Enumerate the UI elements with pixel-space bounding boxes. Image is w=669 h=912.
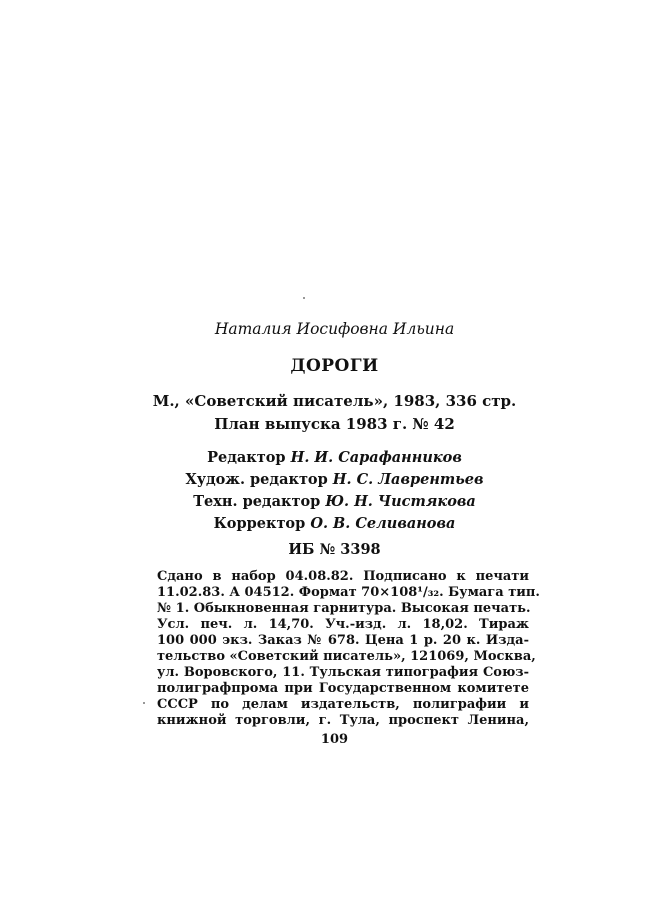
page-number: 109 (320, 732, 349, 747)
book-title: ДОРОГИ (290, 356, 379, 376)
imprint-line: полиграфпрома при Государственном комитете (157, 681, 529, 696)
imprint-line: 11.02.83. А 04512. Формат 70×108¹/₃₂. Бумага тип. (157, 585, 540, 600)
credit-person: О. В. Селиванова (310, 515, 456, 532)
imprint-line: ул. Воровского, 11. Тульская типография Союз- (157, 665, 529, 680)
imprint-line: книжной торговли, г. Тула, проспект Ленина, (157, 713, 529, 728)
speck-mark (303, 297, 305, 299)
imprint-line: Сдано в набор 04.08.82. Подписано к печати (157, 569, 529, 584)
release-plan: План выпуска 1983 г. № 42 (214, 415, 455, 433)
credit-role: Техн. редактор (193, 493, 321, 510)
imprint-block (157, 569, 540, 729)
imprint-line: 100 000 экз. Заказ № 678. Цена 1 р. 20 к. Изда- (157, 633, 529, 648)
credit-person: Ю. Н. Чистякова (325, 493, 476, 510)
credit-tech-editor (0, 493, 669, 510)
imprint-line: Усл. печ. л. 14,70. Уч.-изд. л. 18,02. Тираж (157, 617, 529, 632)
author-name: Наталия Иосифовна Ильина (214, 320, 455, 338)
credit-role: Корректор (213, 515, 306, 532)
ib-number: ИБ № 3398 (288, 541, 381, 558)
credit-editor (0, 449, 669, 466)
credit-role: Худож. редактор (185, 471, 328, 488)
speck-mark (143, 702, 145, 704)
credit-role: Редактор (207, 449, 286, 466)
credit-proofreader (0, 515, 669, 532)
publication-info: М., «Советский писатель», 1983, 336 стр. (152, 392, 517, 410)
credit-person: Н. И. Сарафанников (290, 449, 462, 466)
imprint-line: СССР по делам издательств, полиграфии и (157, 697, 529, 712)
credit-art-editor (0, 471, 669, 488)
imprint-line: тельство «Советский писатель», 121069, Москва, (157, 649, 536, 664)
imprint-line: № 1. Обыкновенная гарнитура. Высокая печать. (157, 601, 531, 616)
credit-person: Н. С. Лаврентьев (332, 471, 484, 488)
